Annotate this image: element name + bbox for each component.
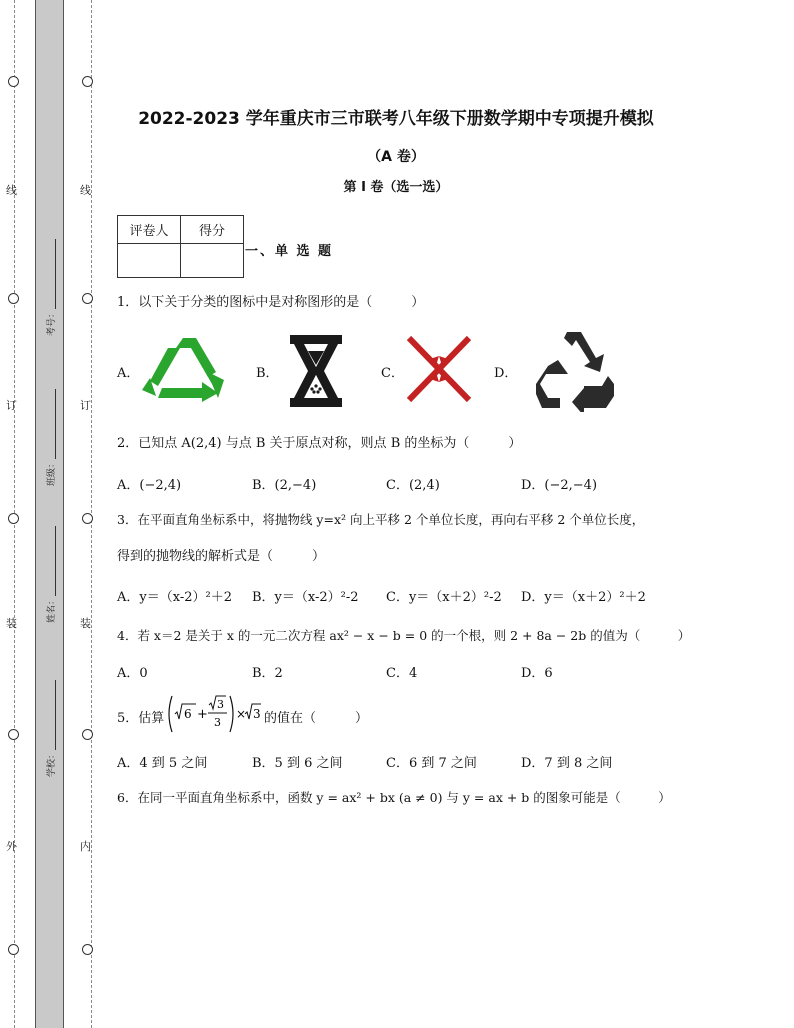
sqrt-expression-icon: [166, 692, 262, 736]
punch-hole: [8, 76, 19, 87]
recycle-symbol-icon: [534, 328, 614, 412]
punch-hole: [82, 513, 93, 524]
q2-option-a[interactable]: A．(−2,4): [117, 478, 182, 493]
grader-cell[interactable]: [118, 244, 181, 278]
punch-hole: [8, 513, 19, 524]
punch-hole: [8, 944, 19, 955]
outer-char-ding: 订: [6, 399, 17, 412]
q1-option-c[interactable]: C．: [381, 366, 404, 381]
recycle-arrows-icon: [138, 334, 228, 402]
svg-text:+: +: [197, 707, 208, 722]
q1-option-a[interactable]: A．: [117, 366, 140, 381]
svg-text:6: 6: [184, 707, 192, 721]
inner-char-ding: 订: [80, 399, 91, 412]
binding-strip: [35, 0, 64, 1028]
q5-option-a[interactable]: A．4 到 5 之间: [117, 756, 208, 771]
inner-char-nei: 内: [80, 840, 91, 853]
field-name[interactable]: 姓名：: [44, 526, 57, 623]
q2-option-b[interactable]: B．(2,−4): [252, 478, 317, 493]
outer-char-xian: 线: [6, 184, 17, 197]
grader-label: 评卷人: [118, 216, 181, 244]
question-5-stem-suffix: 的值在（ ）: [264, 711, 369, 726]
punch-hole: [82, 729, 93, 740]
q5-option-c[interactable]: C．6 到 7 之间: [386, 756, 477, 771]
field-school[interactable]: 学校：: [44, 680, 57, 777]
q5-option-d[interactable]: D．7 到 8 之间: [521, 756, 613, 771]
svg-text:×: ×: [236, 707, 247, 721]
question-1-stem: 1．以下关于分类的图标中是对称图形的是（ ）: [117, 295, 425, 310]
q4-option-a[interactable]: A．0: [117, 666, 148, 681]
q1-option-d[interactable]: D．: [494, 366, 518, 381]
page-title: 2022-2023 学年重庆市三市联考八年级下册数学期中专项提升模拟: [138, 109, 654, 129]
q2-option-c[interactable]: C．(2,4): [386, 478, 440, 493]
svg-text:3: 3: [253, 707, 261, 721]
volume-title: 第 I 卷（选一选）: [343, 180, 449, 195]
q3-option-a[interactable]: A．y＝（x-2）²＋2: [117, 590, 232, 605]
punch-hole: [82, 944, 93, 955]
inner-char-xian: 线: [80, 184, 91, 197]
score-label: 得分: [181, 216, 244, 244]
question-3-stem-cont: 得到的抛物线的解析式是（ ）: [117, 549, 326, 564]
q4-option-d[interactable]: D．6: [521, 666, 553, 681]
hourglass-icon: [288, 333, 344, 409]
score-table: [117, 215, 244, 278]
punch-hole: [8, 293, 19, 304]
q3-option-d[interactable]: D．y＝（x＋2）²＋2: [521, 590, 646, 605]
field-exam-number[interactable]: 考号：: [44, 239, 57, 336]
question-4-stem: 4．若 x＝2 是关于 x 的一元二次方程 ax² − x − b = 0 的一个根，则 2 + 8a − 2b 的值为（ ）: [117, 628, 691, 643]
q2-option-d[interactable]: D．(−2,−4): [521, 478, 598, 493]
outer-char-wai: 外: [6, 840, 17, 853]
punch-hole: [82, 76, 93, 87]
punch-hole: [82, 293, 93, 304]
q4-option-b[interactable]: B．2: [252, 666, 283, 681]
inner-char-zhuang: 装: [80, 617, 91, 630]
question-6-stem: 6．在同一平面直角坐标系中，函数 y = ax² + bx (a ≠ 0) 与 y = ax + b 的图象可能是（ ）: [117, 790, 671, 805]
section-heading: 一、单 选 题: [245, 244, 334, 259]
svg-text:3: 3: [214, 716, 221, 729]
field-class[interactable]: 班级：: [44, 389, 57, 486]
q5-option-b[interactable]: B．5 到 6 之间: [252, 756, 343, 771]
question-5-stem-prefix: 5．估算: [117, 711, 165, 726]
punch-hole: [8, 729, 19, 740]
page-subtitle: （A 卷）: [367, 149, 425, 165]
svg-text:3: 3: [217, 698, 224, 711]
question-2-stem: 2．已知点 A(2,4) 与点 B 关于原点对称，则点 B 的坐标为（ ）: [117, 436, 522, 451]
q1-option-b[interactable]: B．: [256, 366, 279, 381]
q4-option-c[interactable]: C．4: [386, 666, 418, 681]
score-cell[interactable]: [181, 244, 244, 278]
q3-option-b[interactable]: B．y＝（x-2）²-2: [252, 590, 359, 605]
cross-arrows-icon: [405, 334, 473, 404]
q3-option-c[interactable]: C．y＝（x＋2）²-2: [386, 590, 502, 605]
outer-char-zhuang: 装: [6, 617, 17, 630]
question-3-stem: 3．在平面直角坐标系中，将抛物线 y=x² 向上平移 2 个单位长度，再向右平移 2 个单位长度，: [117, 512, 645, 527]
